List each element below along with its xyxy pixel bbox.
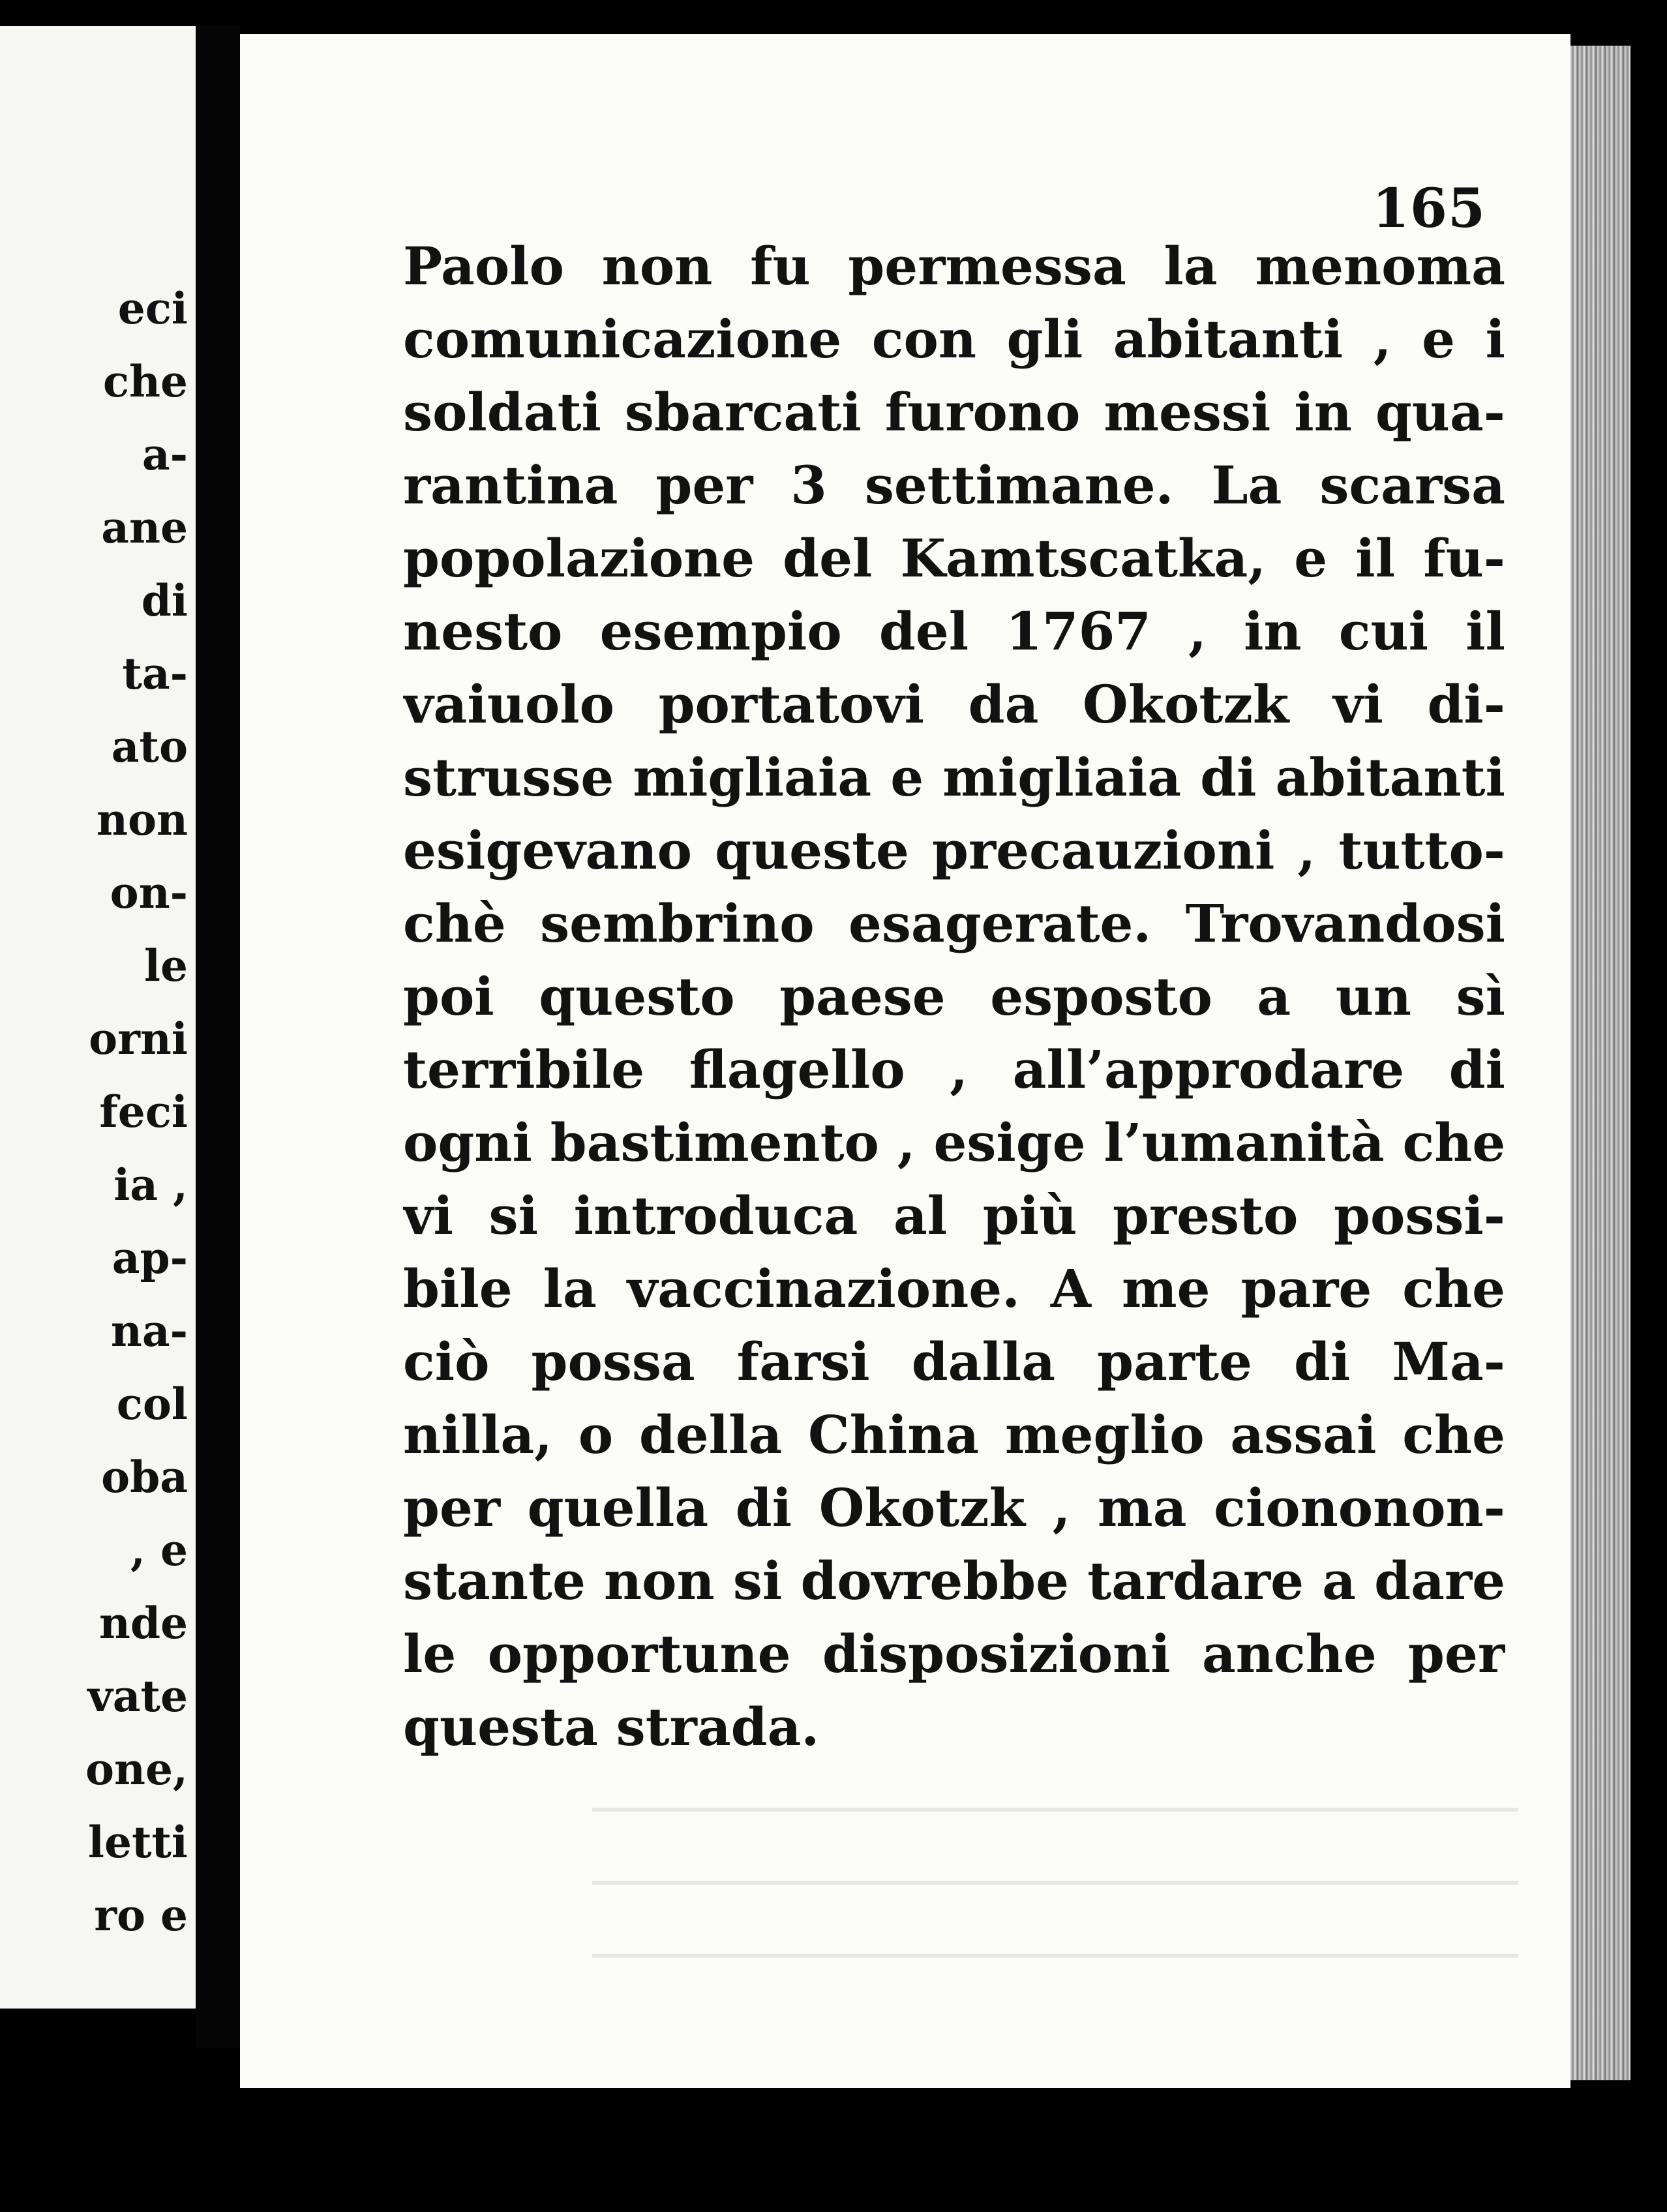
facing-page-fragment: on- — [110, 867, 188, 918]
page-number: 165 — [1372, 177, 1486, 240]
facing-page-fragment: feci — [99, 1086, 188, 1137]
text-line: Paolo non fu permessa la menoma — [403, 235, 1505, 297]
facing-page-fragment: le — [143, 940, 188, 991]
body-text — [403, 230, 1505, 1763]
book-page — [240, 34, 1570, 2088]
page-edge-stack — [1570, 46, 1630, 2080]
facing-page — [0, 26, 196, 2009]
facing-page-fragment: vate — [87, 1671, 188, 1722]
show-through-text — [592, 1782, 1518, 2010]
facing-page-fragment: ta- — [122, 648, 188, 699]
text-line: nesto esempio del 1767 , in cui il — [403, 601, 1505, 662]
facing-page-fragment: a- — [142, 429, 188, 480]
text-line: soldati sbarcati furono messi in qua- — [403, 381, 1505, 443]
text-line: ogni bastimento , esige l’umanità che — [403, 1112, 1505, 1173]
text-line: stante non si dovrebbe tardare a dare — [403, 1550, 1505, 1611]
facing-page-fragment: oba — [101, 1452, 188, 1502]
facing-page-fragment: ato — [111, 721, 188, 772]
text-line: per quella di Okotzk , ma ciononon- — [403, 1477, 1505, 1538]
text-line: rantina per 3 settimane. La scarsa — [403, 455, 1505, 516]
facing-page-fragment: na- — [110, 1306, 188, 1356]
book-gutter — [196, 26, 240, 2048]
facing-page-fragment: non — [97, 794, 188, 845]
facing-page-fragment: ane — [101, 502, 188, 553]
facing-page-fragment: eci — [117, 283, 188, 334]
text-line: popolazione del Kamtscatka, e il fu- — [403, 528, 1505, 589]
facing-page-fragment: orni — [89, 1013, 188, 1064]
facing-page-fragment: ro e — [94, 1890, 188, 1941]
text-line: esigevano queste precauzioni , tutto- — [403, 820, 1505, 881]
text-line: comunicazione con gli abitanti , e i — [403, 308, 1505, 370]
facing-page-fragment: ia , — [113, 1159, 188, 1210]
text-line: terribile flagello , all’approdare di — [403, 1039, 1505, 1100]
facing-page-fragment: one, — [85, 1744, 188, 1795]
facing-page-fragment: col — [116, 1379, 188, 1429]
text-line: vi si introduca al più presto possi- — [403, 1185, 1505, 1246]
text-line: ciò possa farsi dalla parte di Ma- — [403, 1331, 1505, 1392]
text-line: vaiuolo portatovi da Okotzk vi di- — [403, 674, 1505, 735]
text-line: bile la vaccinazione. A me pare che — [403, 1258, 1505, 1319]
facing-page-fragment: di — [141, 575, 188, 626]
facing-page-fragment: nde — [98, 1598, 188, 1649]
facing-page-fragment: , e — [130, 1525, 188, 1576]
text-line: poi questo paese esposto a un sì — [403, 966, 1505, 1027]
facing-page-fragment: ap- — [112, 1233, 188, 1283]
text-line: chè sembrino esagerate. Trovandosi — [403, 893, 1505, 954]
text-line: le opportune disposizioni anche per — [403, 1623, 1505, 1684]
text-line: questa strada. — [403, 1696, 820, 1757]
facing-page-fragment: che — [102, 356, 188, 407]
text-line: strusse migliaia e migliaia di abitanti — [403, 747, 1505, 808]
facing-page-fragment: letti — [87, 1817, 188, 1868]
text-line: nilla, o della China meglio assai che — [403, 1404, 1505, 1465]
